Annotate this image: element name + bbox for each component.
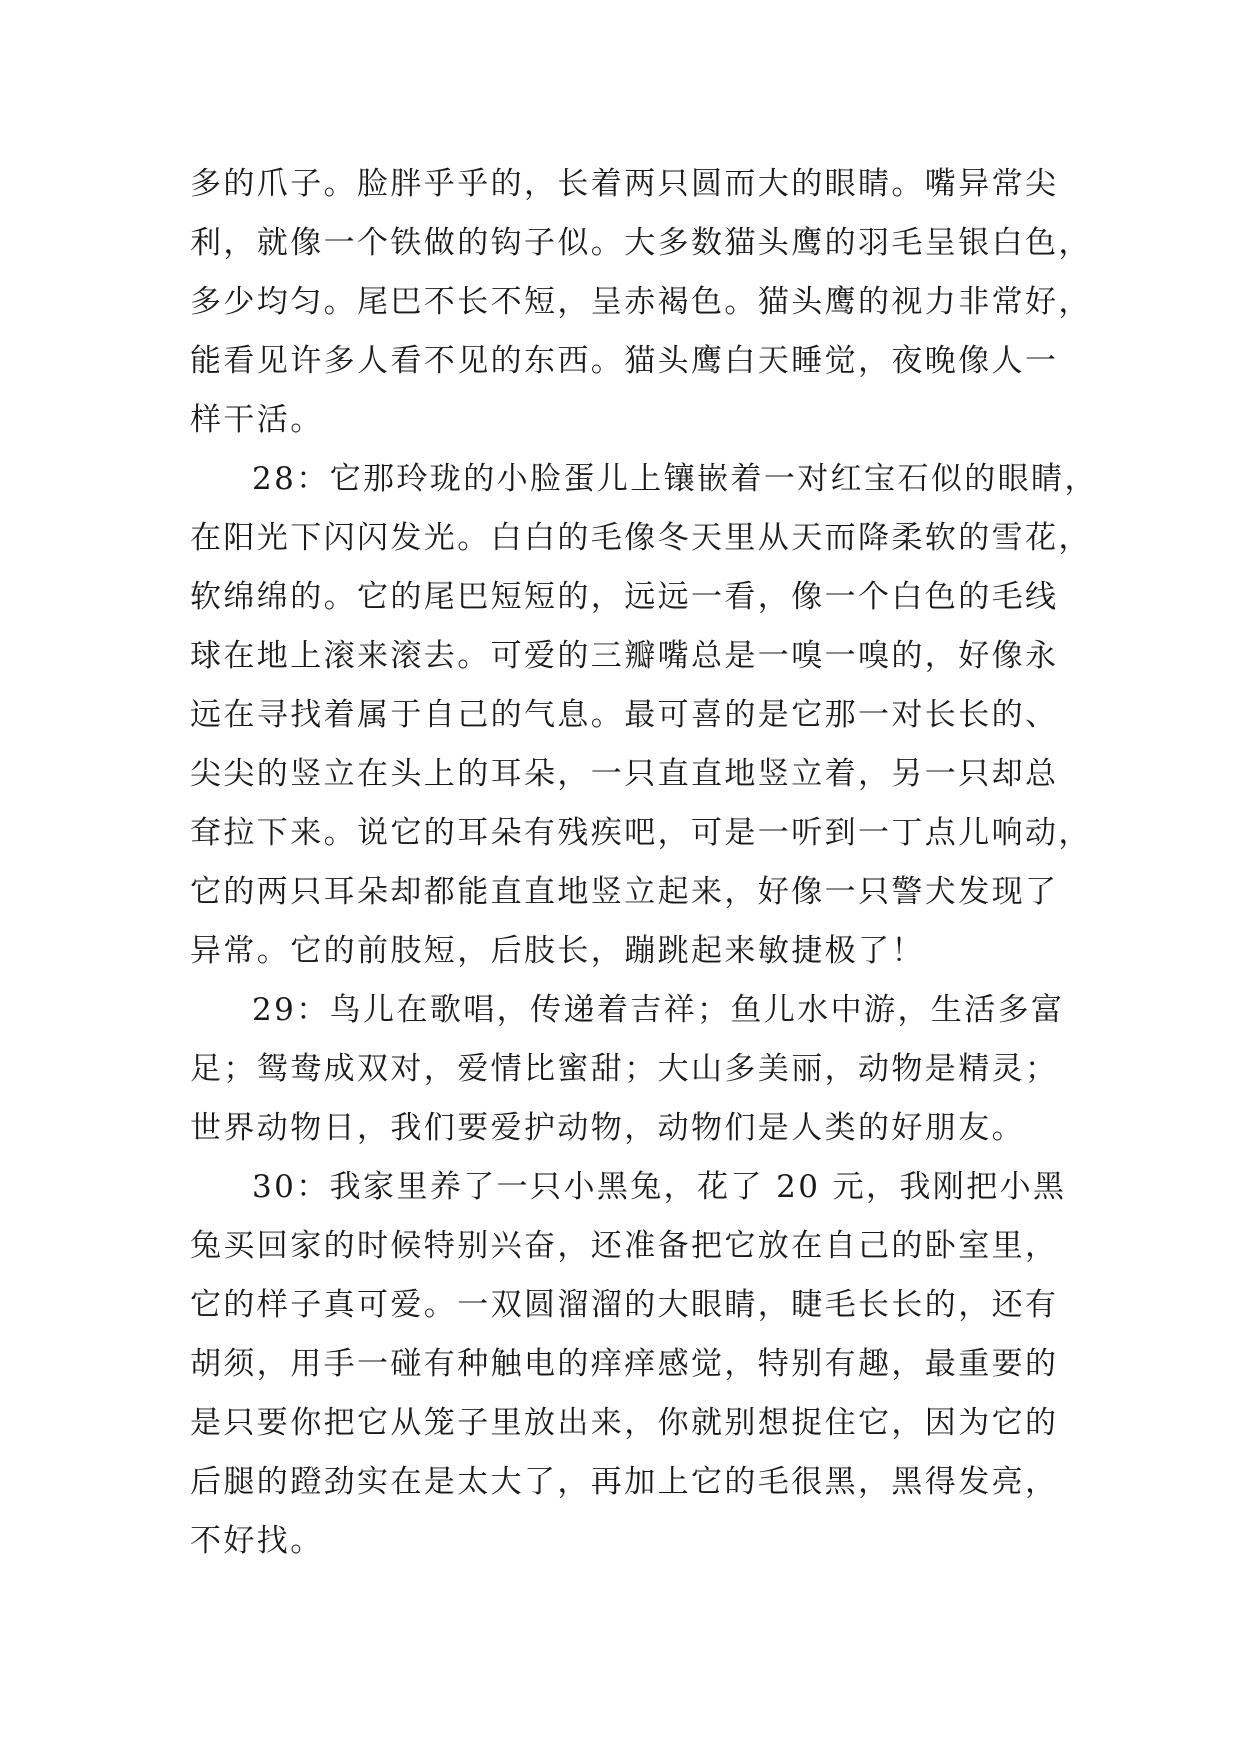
text-line: 胡须，用手一碰有种触电的痒痒感觉，特别有趣，最重要的 — [190, 1346, 1059, 1382]
text-line: 它的两只耳朵却都能直直地竖立起来，好像一只警犬发现了 — [190, 874, 1059, 910]
text-line: 利，就像一个铁做的钩子似。大多数猫头鹰的羽毛呈银白色， — [190, 225, 1092, 261]
text-line: 足；鸳鸯成双对，爱情比蜜甜；大山多美丽，动物是精灵； — [190, 1051, 1059, 1087]
text-line: 能看见许多人看不见的东西。猫头鹰白天睡觉，夜晚像人一 — [190, 343, 1059, 379]
text-line: 在阳光下闪闪发光。白白的毛像冬天里从天而降柔软的雪花， — [190, 520, 1092, 556]
paragraph-29-start: 29：鸟儿在歌唱，传递着吉祥；鱼儿水中游，生活多富 — [252, 992, 1065, 1028]
text-line: 异常。它的前肢短，后肢长，蹦跳起来敏捷极了！ — [190, 933, 925, 969]
paragraph-28-start: 28：它那玲珑的小脸蛋儿上镶嵌着一对红宝石似的眼睛， — [252, 461, 1098, 497]
text-line: 后腿的蹬劲实在是太大了，再加上它的毛很黑，黑得发亮， — [190, 1464, 1059, 1500]
text-line: 远在寻找着属于自己的气息。最可喜的是它那一对长长的、 — [190, 697, 1059, 733]
text-line: 多的爪子。脸胖乎乎的，长着两只圆而大的眼睛。嘴异常尖 — [190, 166, 1059, 202]
text-line: 耷拉下来。说它的耳朵有残疾吧，可是一听到一丁点儿响动， — [190, 815, 1092, 851]
paragraph-30-start: 30：我家里养了一只小黑兔，花了 20 元，我刚把小黑 — [252, 1169, 1067, 1205]
text-line: 不好找。 — [190, 1523, 324, 1559]
text-line: 它的样子真可爱。一双圆溜溜的大眼睛，睫毛长长的，还有 — [190, 1287, 1059, 1323]
text-line: 是只要你把它从笼子里放出来，你就别想捉住它，因为它的 — [190, 1405, 1059, 1441]
text-line: 球在地上滚来滚去。可爱的三瓣嘴总是一嗅一嗅的，好像永 — [190, 638, 1059, 674]
text-line: 样干活。 — [190, 402, 324, 438]
text-line: 兔买回家的时候特别兴奋，还准备把它放在自己的卧室里， — [190, 1228, 1059, 1264]
text-line: 世界动物日，我们要爱护动物，动物们是人类的好朋友。 — [190, 1110, 1025, 1146]
text-line: 尖尖的竖立在头上的耳朵，一只直直地竖立着，另一只却总 — [190, 756, 1059, 792]
text-line: 软绵绵的。它的尾巴短短的，远远一看，像一个白色的毛线 — [190, 579, 1059, 615]
text-line: 多少均匀。尾巴不长不短，呈赤褐色。猫头鹰的视力非常好， — [190, 284, 1092, 320]
document-body — [190, 155, 1098, 1571]
